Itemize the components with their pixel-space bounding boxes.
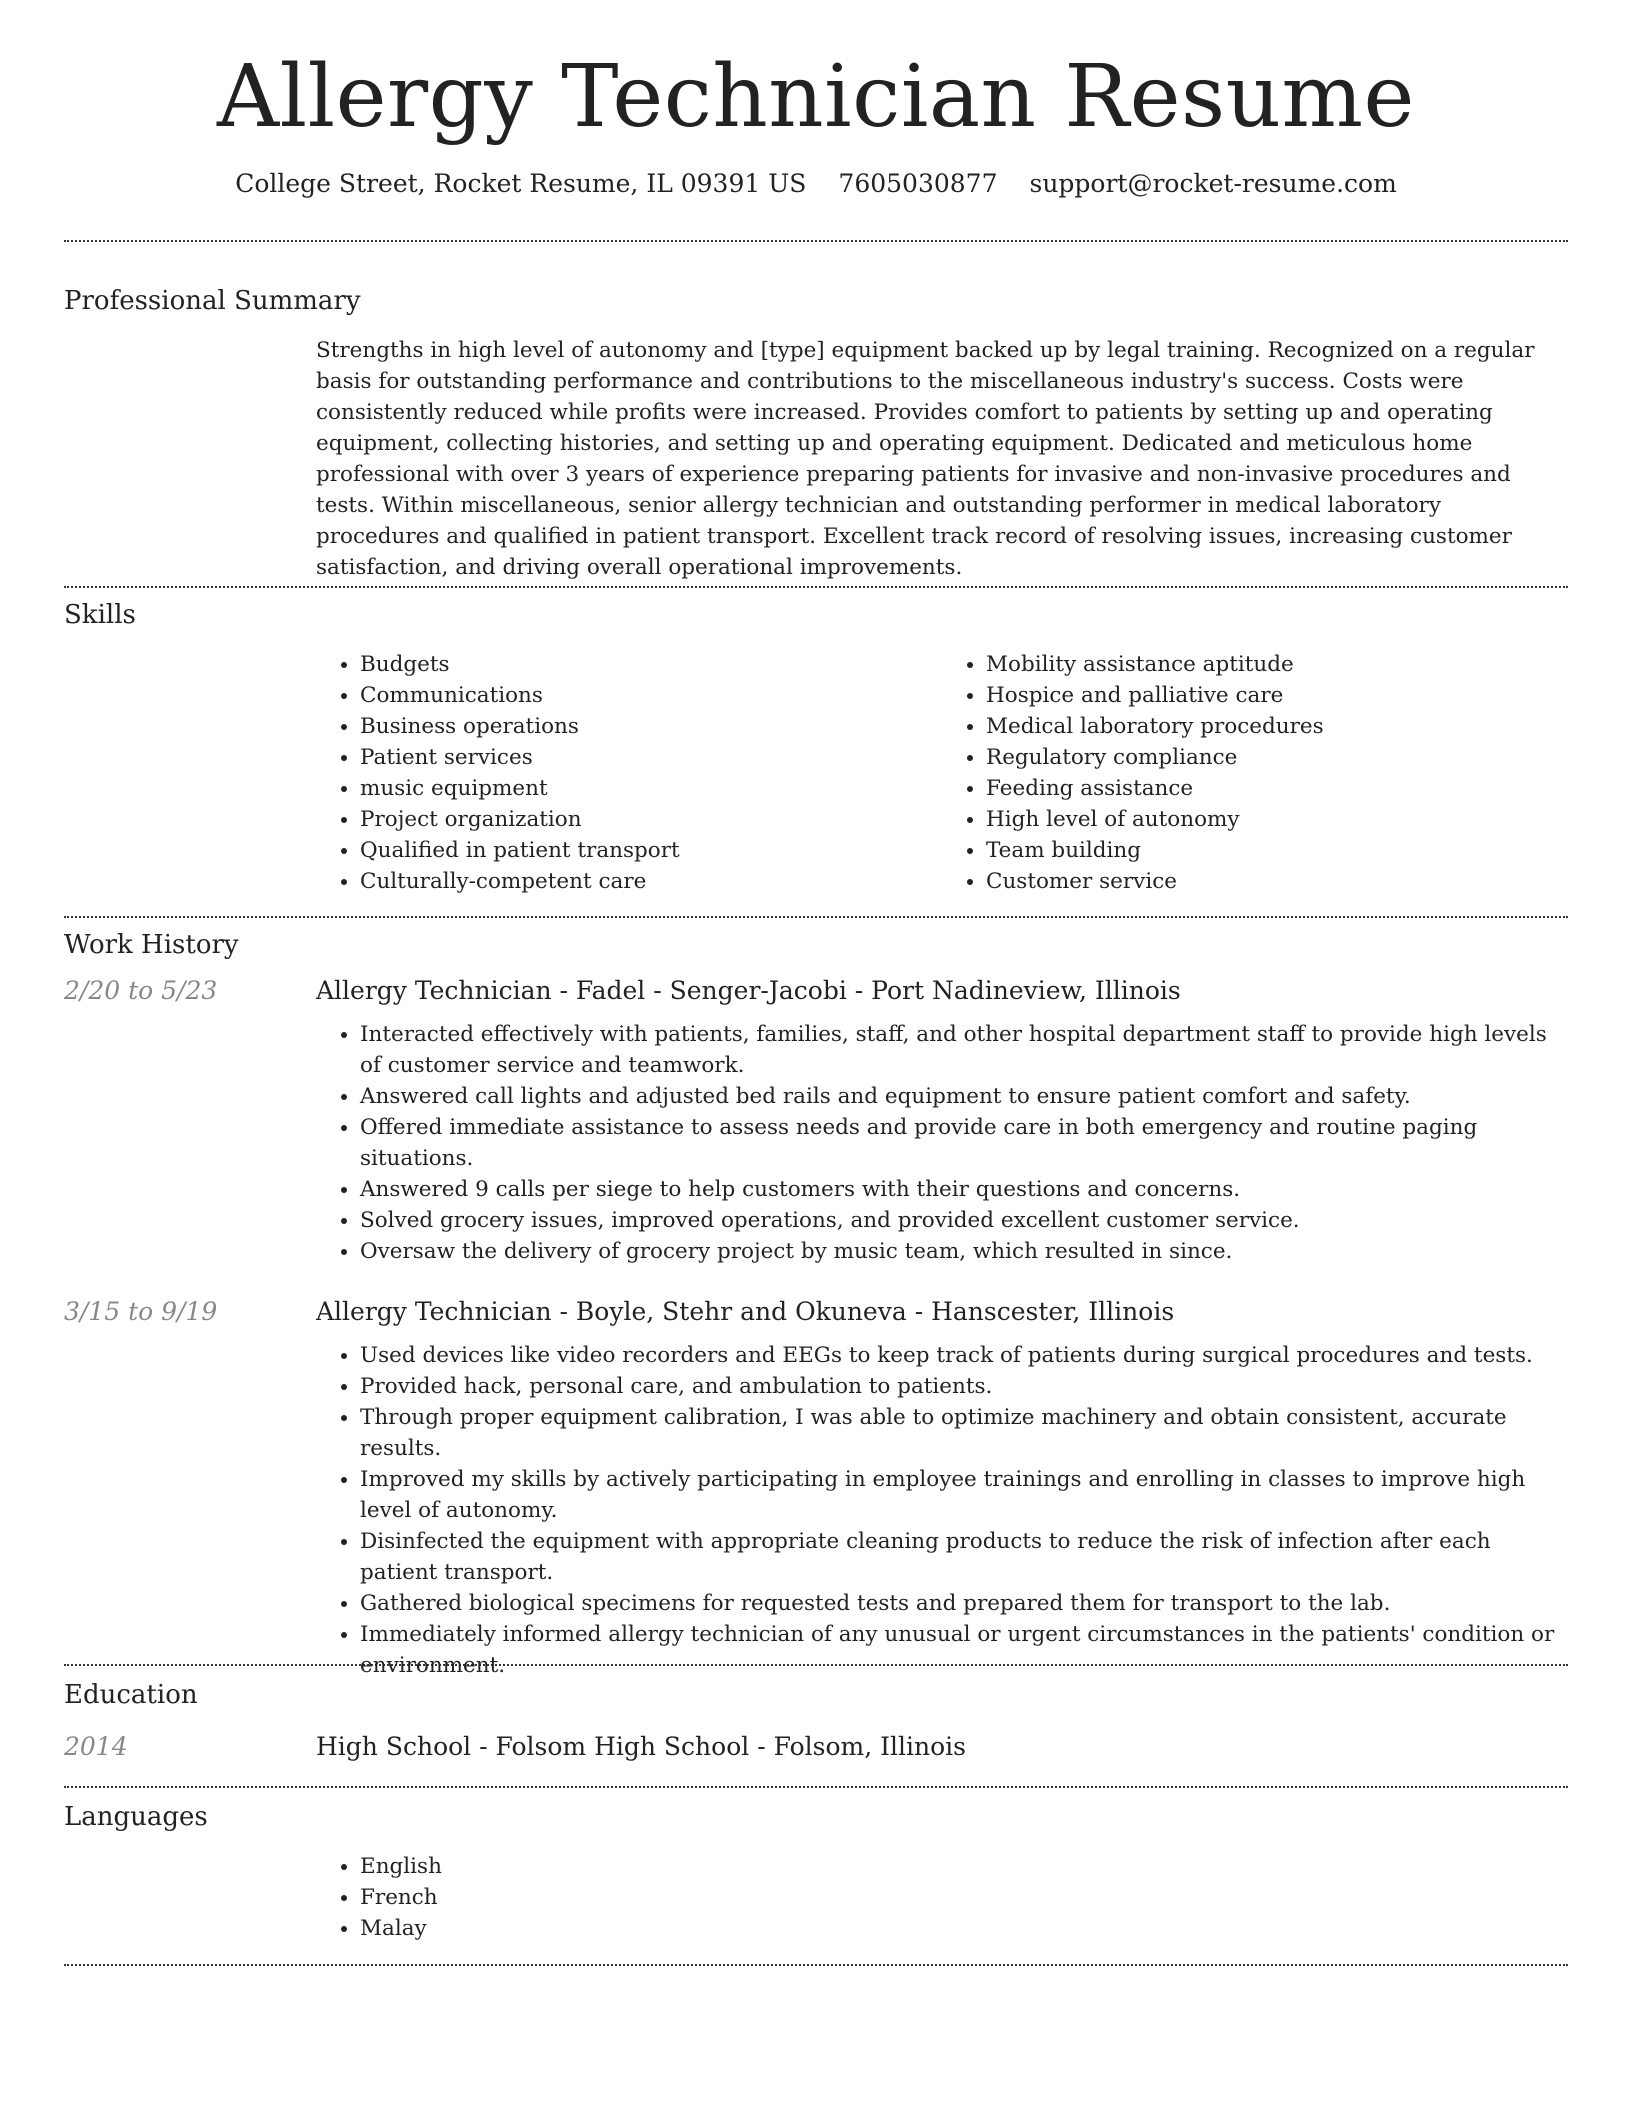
language-item: • Malay [360,1913,1568,1944]
education-entry [64,1732,1568,1761]
summary-heading: Professional Summary [64,286,361,316]
job-bullets [316,1340,1568,1681]
summary-body [316,335,1568,583]
work-history-heading: Work History [64,930,239,960]
skill-item: • Qualified in patient transport [360,835,942,866]
education-degree: High School - Folsom High School - Folsom, Illinois [316,1732,966,1761]
skill-item: • Medical laboratory procedures [986,711,1568,742]
job-bullet: • Answered call lights and adjusted bed rails and equipment to ensure patient comfort and safety. [360,1081,1568,1112]
language-item: • French [360,1882,1568,1913]
job-bullet: • Oversaw the delivery of grocery project by music team, which resulted in since. [360,1236,1568,1267]
summary-text: Strengths in high level of autonomy and [type] equipment backed up by legal training. Recognized on a regular basis for outstanding performance and contributions to the miscellaneous industry's success. Costs were consistently reduced while profits were increased. Provides comfort to patients by setting up and operating equipment, collecting histories, and setting up and operating equipment. Dedicated and meticulous home professional with over 3 years of experience preparing patients for invasive and non-invasive procedures and tests. Within miscellaneous, senior allergy technician and outstanding performer in medical laboratory procedures and qualified in patient transport. Excellent track record of resolving issues, increasing customer satisfaction, and driving overall operational improvements. [316,338,1535,580]
job-bullet: • Improved my skills by actively participating in employee trainings and enrolling in classes to improve high level of autonomy. [360,1464,1568,1526]
skill-item: • High level of autonomy [986,804,1568,835]
job-bullet: • Disinfected the equipment with appropriate cleaning products to reduce the risk of infection after each patient transport. [360,1526,1568,1588]
job-title: Allergy Technician - Fadel - Senger-Jacobi - Port Nadineview, Illinois [316,976,1181,1005]
skills-list-right [942,649,1568,897]
languages-section [64,1786,1568,1964]
languages-list [316,1851,1568,1944]
summary-section [64,240,1568,586]
education-heading: Education [64,1680,198,1710]
skill-item: • Team building [986,835,1568,866]
job-bullet: • Gathered biological specimens for requested tests and prepared them for transport to the lab. [360,1588,1568,1619]
job-header [64,976,1568,1005]
job-bullet: • Answered 9 calls per siege to help customers with their questions and concerns. [360,1174,1568,1205]
skills-heading: Skills [64,600,136,630]
job-bullet: • Immediately informed allergy technician of any unusual or urgent circumstances in the patients' condition or environment. [360,1619,1568,1681]
resume-header [64,0,1568,198]
resume-title: Allergy Technician Resume [217,47,1415,147]
skill-item: • Budgets [360,649,942,680]
skill-item: • Business operations [360,711,942,742]
languages-heading: Languages [64,1802,208,1832]
job-title: Allergy Technician - Boyle, Stehr and Okuneva - Hanscester, Illinois [316,1297,1175,1326]
language-item: • English [360,1851,1568,1882]
job-header [64,1297,1568,1326]
skill-item: • Feeding assistance [986,773,1568,804]
education-dates: 2014 [64,1732,128,1761]
skill-item: • Customer service [986,866,1568,897]
job-bullet: • Offered immediate assistance to assess needs and provide care in both emergency and routine paging situations. [360,1112,1568,1174]
job-bullet: • Provided hack, personal care, and ambulation to patients. [360,1371,1568,1402]
skill-item: • Communications [360,680,942,711]
skill-item: • Regulatory compliance [986,742,1568,773]
skills-grid [316,649,1568,897]
skill-item: • music equipment [360,773,942,804]
languages-body [316,1851,1568,1944]
skills-list-left [316,649,942,897]
contact-line [64,169,1568,198]
contact-address: College Street, Rocket Resume, IL 09391 US [235,168,807,198]
contact-email: support@rocket-resume.com [1029,168,1397,198]
job-bullet: • Interacted effectively with patients, families, staff, and other hospital department staff to provide high levels of customer service and teamwork. [360,1019,1568,1081]
skill-item: • Project organization [360,804,942,835]
job-bullet: • Through proper equipment calibration, I was able to optimize machinery and obtain consistent, accurate results. [360,1402,1568,1464]
contact-phone: 7605030877 [838,168,998,198]
bottom-divider [64,1964,1568,1966]
education-section [64,1664,1568,1786]
job-dates: 3/15 to 9/19 [64,1297,218,1326]
skill-item: • Hospice and palliative care [986,680,1568,711]
job-entry [64,976,1568,1267]
skill-item: • Patient services [360,742,942,773]
job-bullet: • Solved grocery issues, improved operations, and provided excellent customer service. [360,1205,1568,1236]
skill-item: • Culturally-competent care [360,866,942,897]
skills-section [64,586,1568,916]
work-history-section [64,916,1568,1678]
job-entry [64,1297,1568,1681]
job-bullet: • Used devices like video recorders and EEGs to keep track of patients during surgical procedures and tests. [360,1340,1568,1371]
job-bullets [316,1019,1568,1267]
skill-item: • Mobility assistance aptitude [986,649,1568,680]
job-dates: 2/20 to 5/23 [64,976,218,1005]
